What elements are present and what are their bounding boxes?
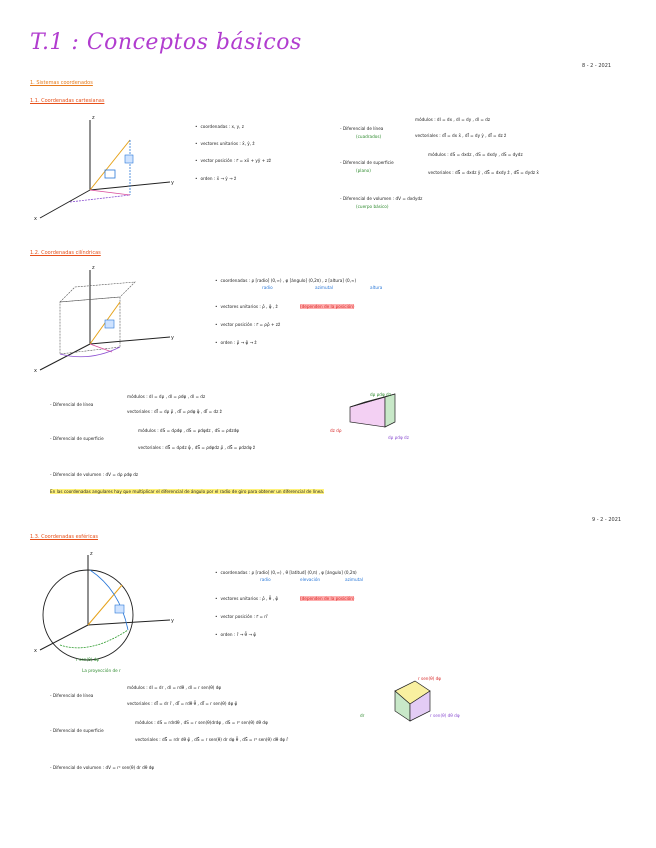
diff-line-mod: módulos : dl = dx , dl = dy , dl = dz [415,117,491,122]
cyl-diff-surf-mod: módulos : dS = dρdφ , dS = ρdφdz , dS = ρdzdφ [138,428,239,433]
cyl-note: En las coordenadas angulares hay que multiplicar el diferencial de ángulo por el radio de giro para obtener un diferencial de línea. [50,489,325,494]
diff-surf-sub: (plano) [356,168,371,173]
svg-text:y: y [171,335,174,341]
sph-diff-vol: - Diferencial de volumen : dV = r² sen(θ) dr dθ dφ [50,765,155,770]
section-heading: 1. Sistemas coordenados [30,80,93,86]
subsection-heading: 1.2. Coordenadas cilíndricas [30,250,101,256]
diff-surf-vec: vectoriales : dS⃗ = dxdz ŷ , dS⃗ = dxdy ẑ , dS⃗ = dydz x̂ [428,170,539,175]
cyl-diff-line-label: - Diferencial de línea [50,402,94,407]
sph-tag-elevacion: elevación [300,577,321,582]
sph-circle-label-2: La proyección de r [82,668,121,673]
cyl-tag-azimutal: azimutal [315,285,334,290]
svg-text:x: x [34,648,37,654]
spherical-diagram [30,550,180,670]
diff-surf-label: - Diferencial de superficie [340,160,394,165]
cyl-coords: • coordenadas : ρ [radio] (0,∞) , φ [ángulo] (0,2π) , z [altura] (0,∞) [215,278,356,283]
cyl-tag-radio: radio [262,285,273,290]
sph-unit-note: (dependen de la posición) [300,596,355,601]
bullet-order: • orden : x̂ → ŷ → ẑ [195,176,236,181]
cyl-unit-note: (dependen de la posición) [300,304,355,309]
bullet-coords: • coordenadas : x, y, z [195,124,244,129]
sph-volume-element [390,676,440,726]
cyl-unit-vectors: • vectores unitarios : ρ̂ , φ̂ , ẑ [215,304,278,309]
svg-text:z: z [90,551,93,557]
cyl-box-top-label: dρ ρdφ dz [370,392,391,397]
cyl-diff-line-vec: vectoriales : dl⃗ = dρ ρ̂ , dl⃗ = ρdφ φ̂ , dl⃗ = dz ẑ [127,409,222,414]
diff-line-sub: (cuadrados) [356,134,382,139]
cartesian-diagram [30,110,180,225]
subsection-heading: 1.3. Coordenadas esféricas [30,534,99,540]
cyl-order: • orden : ρ̂ → φ̂ → ẑ [215,340,257,345]
svg-text:x: x [34,368,37,374]
subsection-heading: 1.1. Coordenadas cartesianas [30,98,105,104]
sph-box-right-label: r sen(θ) dθ dφ [430,713,460,718]
sph-diff-surf-label: - Diferencial de superficie [50,728,104,733]
sph-tag-radio: radio [260,577,271,582]
cyl-diff-vol: - Diferencial de volumen : dV = dρ ρdφ dz [50,472,139,477]
svg-text:z: z [92,265,95,271]
date-label: 9 - 2 - 2021 [592,517,622,523]
sph-box-top-label: r sen(θ) dφ [418,676,442,681]
diff-surf-mod: módulos : dS = dxdz , dS = dxdy , dS = dydz [428,152,523,157]
sph-box-left-label: dr [360,713,365,718]
sph-coords: • coordenadas : ρ [radio] (0,∞) , θ [latitud] (0,π) , φ [ángulo] (0,2π) [215,570,357,575]
sph-diff-surf-mod: módulos : dS = rdrdθ , dS = r sen(θ)drdφ , dS = r² sen(θ) dθ dφ [135,720,268,725]
cyl-volume-element [345,392,405,438]
date-label: 8 - 2 - 2021 [582,63,612,69]
svg-text:x: x [34,216,37,222]
cyl-tag-altura: altura [370,285,383,290]
sph-unit-vectors: • vectores unitarios : ρ̂ , θ̂ , φ̂ [215,596,278,601]
cyl-diff-surf-label: - Diferencial de superficie [50,436,104,441]
cyl-position: • vector posición : r⃗ = ρρ̂ + zẑ [215,322,280,327]
page-title: T.1 : Conceptos básicos [30,30,302,55]
sph-diff-surf-vec: vectoriales : dS⃗ = rdr dθ φ̂ , dS⃗ = r sen(θ) dr dφ θ̂ , dS⃗ = r² sen(θ) dθ dφ r̂ [135,737,289,742]
diff-line-vec: vectoriales : dl⃗ = dx x̂ , dl⃗ = dy ŷ , dl⃗ = dz ẑ [415,133,507,138]
bullet-unit-vectors: • vectores unitarios : x̂, ŷ, ẑ [195,141,255,146]
svg-text:y: y [171,180,174,186]
cyl-box-left-label: dz dρ [330,428,342,433]
svg-text:z: z [92,115,95,121]
diff-vol-sub: (cuerpo básico) [356,204,389,209]
cyl-diff-line-mod: módulos : dl = dρ , dl = ρdφ , dl = dz [127,394,206,399]
sph-diff-line-mod: módulos : dl = dr , dl = rdθ , dl = r sen(θ) dφ [127,685,222,690]
sph-tag-azimutal: azimutal [345,577,364,582]
diff-vol-label: - Diferencial de volumen : dV = dxdydz [340,196,423,201]
sph-diff-line-label: - Diferencial de línea [50,693,94,698]
sph-circle-label-1: r sen(θ) dφ [76,657,100,662]
cyl-diff-surf-vec: vectoriales : dS⃗ = dρdz φ̂ , dS⃗ = ρdφdz ρ̂ , dS⃗ = ρdzdφ ẑ [138,445,256,450]
bullet-position: • vector posición : r⃗ = xx̂ + yŷ + zẑ [195,158,271,163]
sph-position: • vector posición : r⃗ = rr̂ [215,614,268,619]
cyl-box-right-label: dρ ρdφ dz [388,435,409,440]
diff-line-label: - Diferencial de línea [340,126,384,131]
svg-text:y: y [171,618,174,624]
cylindrical-diagram [30,262,180,377]
sph-diff-line-vec: vectoriales : dl⃗ = dr r̂ , dl⃗ = rdθ θ̂ , dl⃗ = r sen(θ) dφ φ̂ [127,701,238,706]
sph-order: • orden : r̂ → θ̂ → φ̂ [215,632,256,637]
